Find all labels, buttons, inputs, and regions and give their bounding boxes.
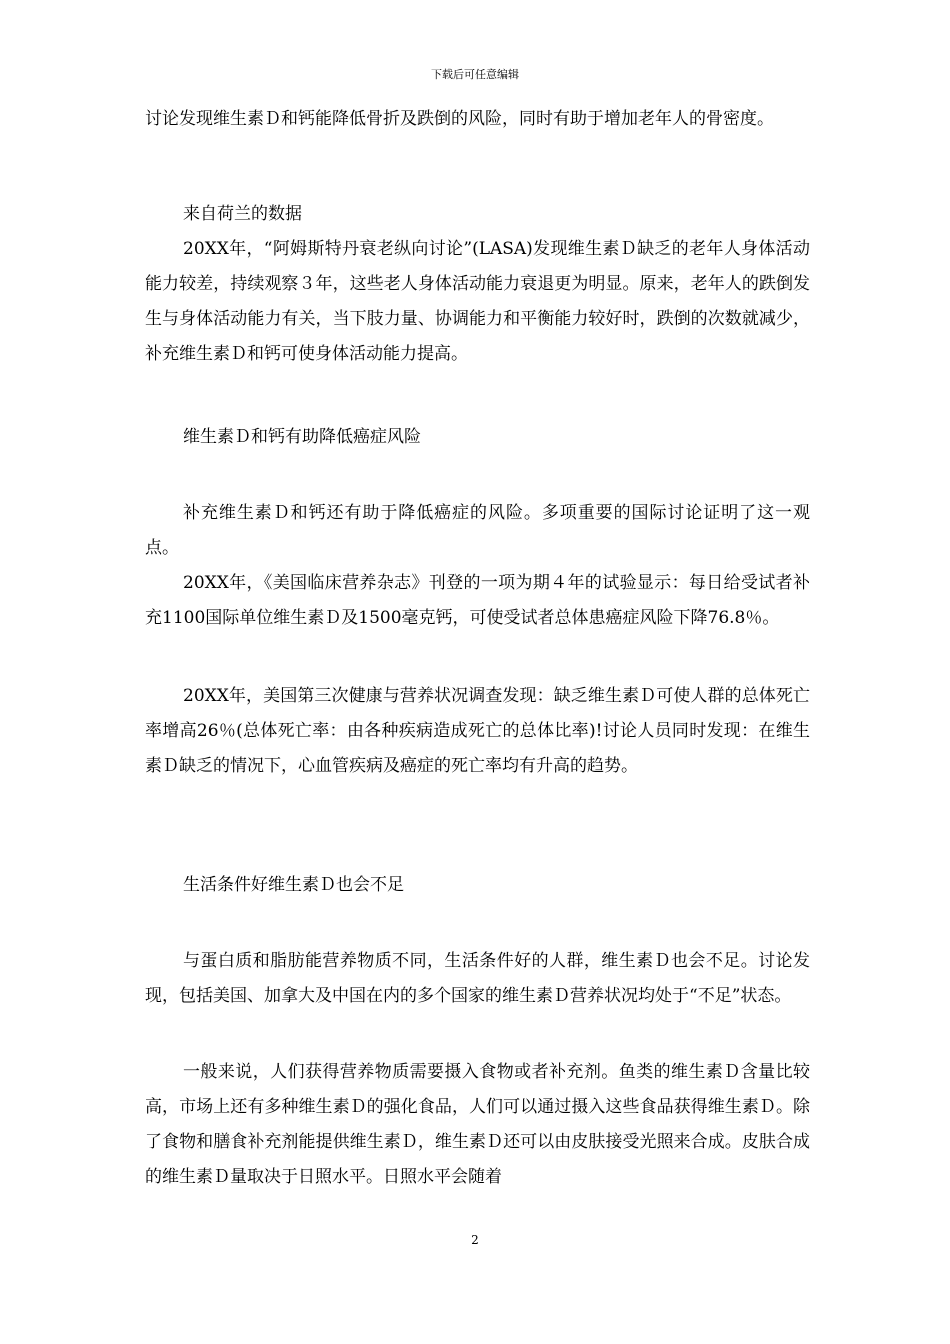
paragraph-deficiency-countries: 与蛋白质和脂肪能营养物质不同，生活条件好的人群，维生素Ｄ也会不足。讨论发现，包括美国、加拿大及中国在内的多个国家的维生素Ｄ营养状况均处于“不足”状态。: [145, 951, 810, 1006]
page-header: 下载后可任意编辑: [431, 68, 519, 81]
paragraph-lasa-study: 20XX年，“阿姆斯特丹衰老纵向讨论”(LASA)发现维生素Ｄ缺乏的老年人身体活动能力较差，持续观察３年，这些老人身体活动能力衰退更为明显。原来，老年人的跌倒发生与身体活动能力有关，当下肢力量、协调能力和平衡能力较好时，跌倒的次数就减少，补充维生素Ｄ和钙可使身体活动能力提高。: [145, 239, 810, 364]
paragraph-bone-density: 讨论发现维生素Ｄ和钙能降低骨折及跌倒的风险，同时有助于增加老年人的骨密度。: [145, 109, 774, 129]
paragraph-clinical-trial: 20XX年，《美国临床营养杂志》刊登的一项为期４年的试验显示：每日给受试者补充1100国际单位维生素Ｄ及1500毫克钙，可使受试者总体患癌症风险下降76.8％。: [145, 573, 810, 628]
section-heading-cancer-risk: 维生素Ｄ和钙有助降低癌症风险: [183, 427, 421, 447]
page-number: 2: [471, 1233, 479, 1247]
paragraph-nhanes-survey: 20XX年，美国第三次健康与营养状况调查发现：缺乏维生素Ｄ可使人群的总体死亡率增高26％(总体死亡率：由各种疾病造成死亡的总体比率)!讨论人员同时发现：在维生素Ｄ缺乏的情况下，心血管疾病及癌症的死亡率均有升高的趋势。: [145, 686, 810, 776]
paragraph-cancer-intro: 补充维生素Ｄ和钙还有助于降低癌症的风险。多项重要的国际讨论证明了这一观点。: [145, 503, 810, 558]
section-heading-deficiency: 生活条件好维生素Ｄ也会不足: [183, 875, 404, 895]
paragraph-vitamin-sources: 一般来说，人们获得营养物质需要摄入食物或者补充剂。鱼类的维生素Ｄ含量比较高，市场上还有多种维生素Ｄ的强化食品，人们可以通过摄入这些食品获得维生素Ｄ。除了食物和膳食补充剂能提供维生素Ｄ，维生素Ｄ还可以由皮肤接受光照来合成。皮肤合成的维生素Ｄ量取决于日照水平。日照水平会随着: [145, 1062, 810, 1187]
subheading-netherlands-data: 来自荷兰的数据: [183, 204, 302, 224]
